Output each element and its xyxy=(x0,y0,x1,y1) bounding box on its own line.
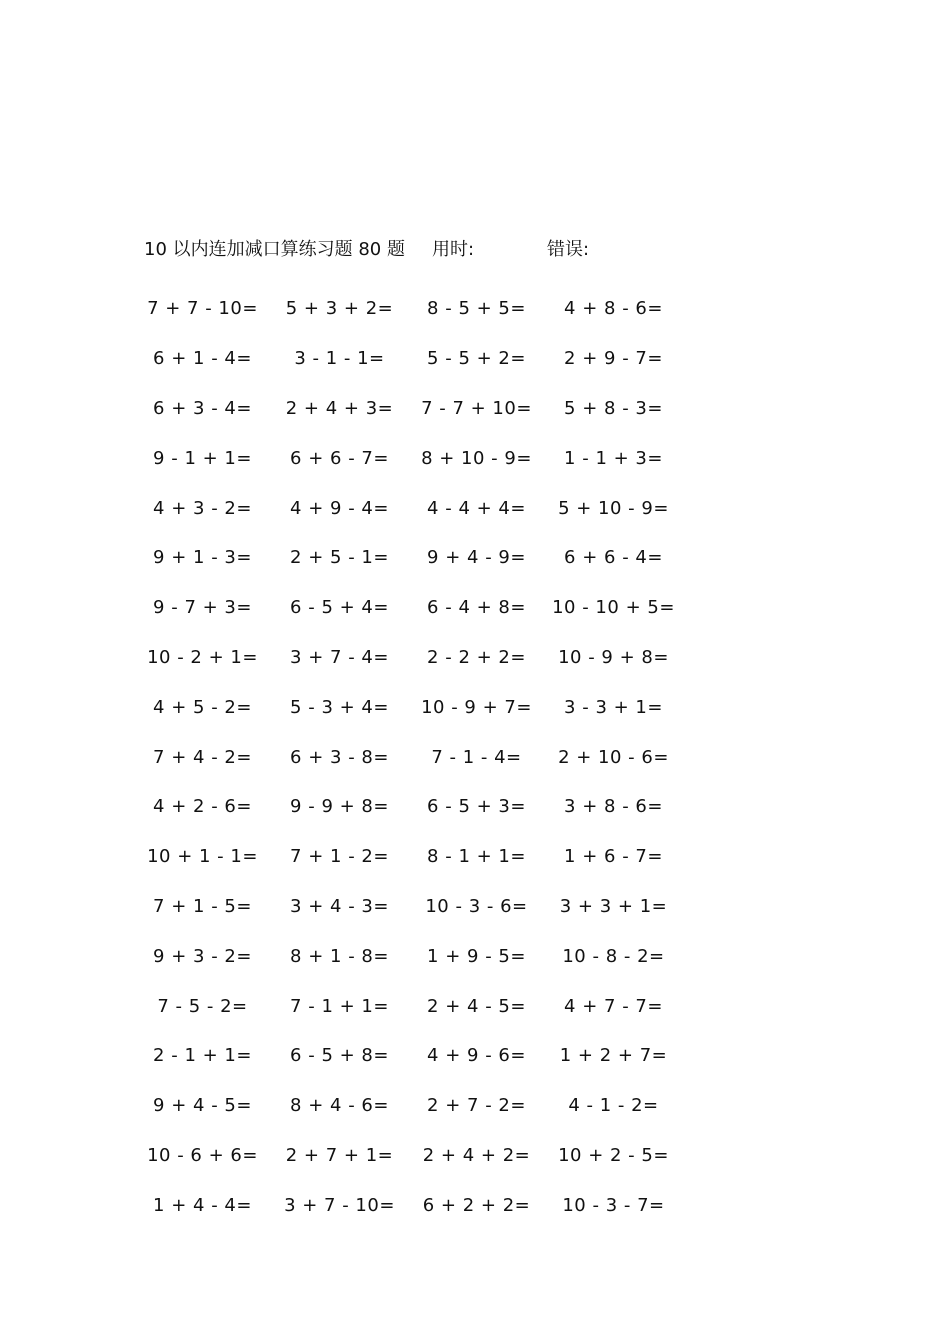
arithmetic-problem: 10 - 2 + 1= xyxy=(147,646,258,668)
problem-row xyxy=(134,931,694,981)
arithmetic-problem: 3 + 7 - 10= xyxy=(284,1194,395,1216)
arithmetic-problem: 9 - 9 + 8= xyxy=(290,796,389,818)
problem-row xyxy=(134,284,694,334)
arithmetic-problem: 2 + 4 - 5= xyxy=(427,995,526,1017)
arithmetic-problem: 2 + 7 + 1= xyxy=(285,1144,394,1166)
arithmetic-problem: 2 + 10 - 6= xyxy=(558,746,669,768)
arithmetic-problem: 9 - 7 + 3= xyxy=(153,597,252,619)
arithmetic-problem: 7 - 5 - 2= xyxy=(157,995,248,1017)
arithmetic-problem: 8 - 5 + 5= xyxy=(427,298,526,320)
problem-grid xyxy=(134,284,694,1230)
arithmetic-problem: 5 - 5 + 2= xyxy=(427,348,526,370)
arithmetic-problem: 4 + 7 - 7= xyxy=(564,995,663,1017)
arithmetic-problem: 3 + 7 - 4= xyxy=(290,646,389,668)
problem-row xyxy=(134,981,694,1031)
arithmetic-problem: 9 + 4 - 9= xyxy=(427,547,526,569)
arithmetic-problem: 2 + 5 - 1= xyxy=(290,547,389,569)
problem-row xyxy=(134,1031,694,1081)
arithmetic-problem: 7 + 4 - 2= xyxy=(153,746,252,768)
arithmetic-problem: 6 + 6 - 7= xyxy=(290,447,389,469)
arithmetic-problem: 10 - 3 - 7= xyxy=(562,1194,665,1216)
arithmetic-problem: 10 + 2 - 5= xyxy=(558,1144,669,1166)
arithmetic-problem: 4 + 5 - 2= xyxy=(153,696,252,718)
arithmetic-problem: 6 - 4 + 8= xyxy=(427,597,526,619)
time-used-label: 用时: xyxy=(432,239,475,260)
arithmetic-problem: 2 - 1 + 1= xyxy=(153,1045,252,1067)
problem-row xyxy=(134,483,694,533)
arithmetic-problem: 4 + 9 - 4= xyxy=(290,497,389,519)
error-count-label: 错误: xyxy=(547,239,590,260)
problem-row xyxy=(134,1131,694,1181)
arithmetic-problem: 6 + 3 - 8= xyxy=(290,746,389,768)
arithmetic-problem: 6 - 5 + 3= xyxy=(427,796,526,818)
arithmetic-problem: 3 - 3 + 1= xyxy=(564,696,663,718)
problem-row xyxy=(134,334,694,384)
arithmetic-problem: 6 + 3 - 4= xyxy=(153,397,252,419)
arithmetic-problem: 4 + 8 - 6= xyxy=(564,298,663,320)
problem-row xyxy=(134,1180,694,1230)
problem-row xyxy=(134,782,694,832)
arithmetic-problem: 2 - 2 + 2= xyxy=(427,646,526,668)
arithmetic-problem: 7 - 7 + 10= xyxy=(421,397,532,419)
problem-row xyxy=(134,583,694,633)
arithmetic-problem: 10 - 8 - 2= xyxy=(562,945,665,967)
arithmetic-problem: 2 + 7 - 2= xyxy=(427,1095,526,1117)
arithmetic-problem: 8 - 1 + 1= xyxy=(427,846,526,868)
problem-row xyxy=(134,682,694,732)
arithmetic-problem: 3 + 4 - 3= xyxy=(290,895,389,917)
arithmetic-problem: 8 + 1 - 8= xyxy=(290,945,389,967)
arithmetic-problem: 9 + 4 - 5= xyxy=(153,1095,252,1117)
problem-row xyxy=(134,882,694,932)
arithmetic-problem: 6 + 6 - 4= xyxy=(564,547,663,569)
arithmetic-problem: 4 + 9 - 6= xyxy=(427,1045,526,1067)
arithmetic-problem: 7 + 7 - 10= xyxy=(147,298,258,320)
arithmetic-problem: 4 - 1 - 2= xyxy=(568,1095,659,1117)
arithmetic-problem: 1 - 1 + 3= xyxy=(564,447,663,469)
arithmetic-problem: 5 - 3 + 4= xyxy=(290,696,389,718)
arithmetic-problem: 9 + 3 - 2= xyxy=(153,945,252,967)
arithmetic-problem: 2 + 9 - 7= xyxy=(564,348,663,370)
arithmetic-problem: 3 + 3 + 1= xyxy=(559,895,668,917)
arithmetic-problem: 10 - 10 + 5= xyxy=(552,597,675,619)
arithmetic-problem: 10 - 6 + 6= xyxy=(147,1144,258,1166)
arithmetic-problem: 5 + 10 - 9= xyxy=(558,497,669,519)
problem-row xyxy=(134,533,694,583)
arithmetic-problem: 9 + 1 - 3= xyxy=(153,547,252,569)
problem-row xyxy=(134,732,694,782)
arithmetic-problem: 2 + 4 + 3= xyxy=(285,397,394,419)
arithmetic-problem: 6 + 1 - 4= xyxy=(153,348,252,370)
arithmetic-problem: 6 - 5 + 4= xyxy=(290,597,389,619)
problem-row xyxy=(134,433,694,483)
arithmetic-problem: 7 + 1 - 2= xyxy=(290,846,389,868)
arithmetic-problem: 8 + 10 - 9= xyxy=(421,447,532,469)
arithmetic-problem: 4 + 3 - 2= xyxy=(153,497,252,519)
arithmetic-problem: 6 - 5 + 8= xyxy=(290,1045,389,1067)
arithmetic-problem: 10 + 1 - 1= xyxy=(147,846,258,868)
arithmetic-problem: 7 + 1 - 5= xyxy=(153,895,252,917)
arithmetic-problem: 10 - 9 + 7= xyxy=(421,696,532,718)
arithmetic-problem: 7 - 1 - 4= xyxy=(431,746,522,768)
arithmetic-problem: 7 - 1 + 1= xyxy=(290,995,389,1017)
arithmetic-problem: 9 - 1 + 1= xyxy=(153,447,252,469)
problem-row xyxy=(134,832,694,882)
arithmetic-problem: 2 + 4 + 2= xyxy=(422,1144,531,1166)
problem-row xyxy=(134,633,694,683)
worksheet-header xyxy=(144,236,804,264)
arithmetic-problem: 10 - 3 - 6= xyxy=(425,895,528,917)
worksheet-title: 10 以内连加减口算练习题 80 题 xyxy=(144,239,405,260)
arithmetic-problem: 1 + 4 - 4= xyxy=(153,1194,252,1216)
problem-row xyxy=(134,384,694,434)
arithmetic-problem: 10 - 9 + 8= xyxy=(558,646,669,668)
arithmetic-problem: 4 - 4 + 4= xyxy=(427,497,526,519)
arithmetic-problem: 4 + 2 - 6= xyxy=(153,796,252,818)
arithmetic-problem: 1 + 6 - 7= xyxy=(564,846,663,868)
arithmetic-problem: 1 + 2 + 7= xyxy=(559,1045,668,1067)
arithmetic-problem: 5 + 3 + 2= xyxy=(285,298,394,320)
arithmetic-problem: 5 + 8 - 3= xyxy=(564,397,663,419)
arithmetic-problem: 6 + 2 + 2= xyxy=(422,1194,531,1216)
arithmetic-problem: 1 + 9 - 5= xyxy=(427,945,526,967)
arithmetic-problem: 3 + 8 - 6= xyxy=(564,796,663,818)
problem-row xyxy=(134,1081,694,1131)
arithmetic-problem: 8 + 4 - 6= xyxy=(290,1095,389,1117)
arithmetic-problem: 3 - 1 - 1= xyxy=(294,348,385,370)
